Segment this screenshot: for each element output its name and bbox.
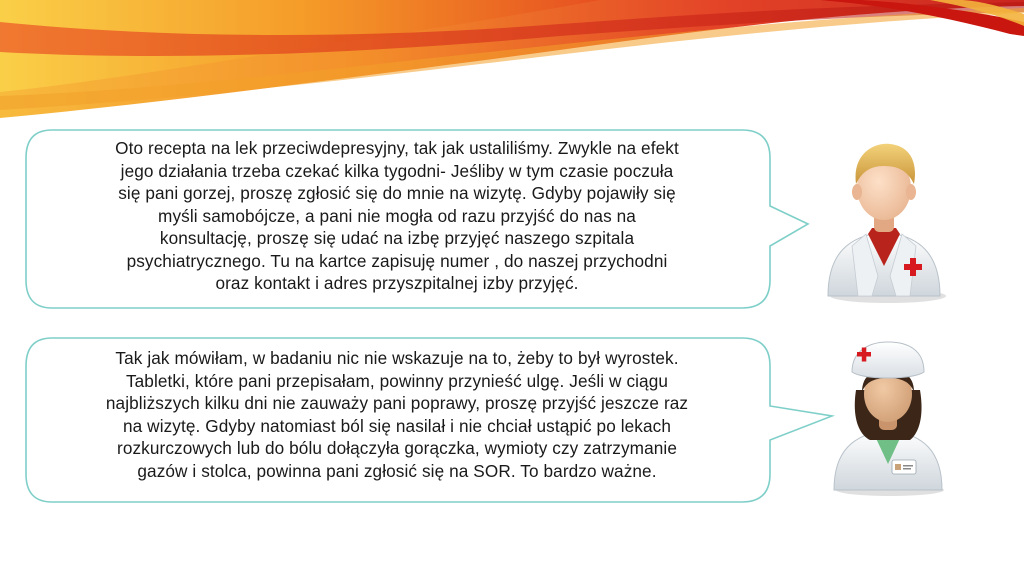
nurse-speech-text xyxy=(32,347,762,482)
text-line: oraz kontakt i adres przyszpitalnej izby przyjęć. xyxy=(215,273,579,293)
decorative-header-banner xyxy=(0,0,1024,130)
text-line: psychiatrycznego. Tu na kartce zapisuję numer , do naszej przychodni xyxy=(126,250,668,271)
text-line: Oto recepta na lek przeciwdepresyjny, tak jak ustaliliśmy. Zwykle na efekt xyxy=(115,138,679,158)
text-line: na wizytę. Gdyby natomiast ból się nasilał i nie chciał ustąpić po lekach xyxy=(122,415,672,436)
doctor-speech-text xyxy=(32,137,762,295)
text-line: Tabletki, które pani przepisałam, powinny przynieść ulgę. Jeśli w ciągu xyxy=(125,370,669,391)
nurse-speech-bubble xyxy=(24,336,836,504)
doctor-speech-bubble xyxy=(24,128,814,310)
text-line: myśli samobójcze, a pani nie mogła od razu przyjść do nas na xyxy=(158,205,636,226)
nurse-avatar-icon xyxy=(826,336,946,498)
text-line: najbliższych kilku dni nie zauważy pani poprawy, proszę przyjść jeszcze raz xyxy=(105,393,689,413)
doctor-avatar-icon xyxy=(818,136,948,306)
text-line: jego działania trzeba czekać kilka tygodni- Jeśliby w tym czasie poczuła xyxy=(120,160,674,181)
text-line: gazów i stolca, powinna pani zgłosić się na SOR. To bardzo ważne. xyxy=(137,460,657,481)
text-line: rozkurczowych lub do bólu dołączyła gorączka, wymioty czy zatrzymanie xyxy=(117,438,677,458)
text-line: konsultację, proszę się udać na izbę przyjęć naszego szpitala xyxy=(159,228,635,248)
text-line: Tak jak mówiłam, w badaniu nic nie wskazuje na to, żeby to był wyrostek. xyxy=(115,348,679,368)
text-line: się pani gorzej, proszę zgłosić się do mnie na wizytę. Gdyby pojawiły się xyxy=(118,183,676,203)
